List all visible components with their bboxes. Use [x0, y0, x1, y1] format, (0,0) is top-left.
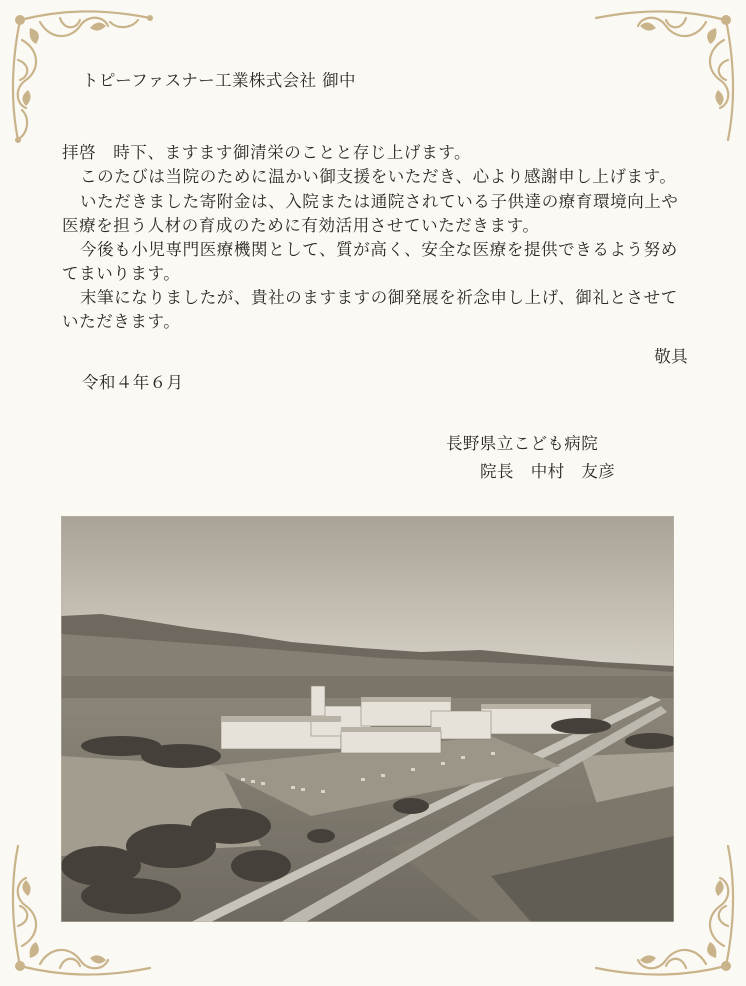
greeting-paragraph: 拝啓 時下、ますます御清栄のことと存じ上げます。 — [62, 143, 472, 162]
addressee: トピーファスナー工業株式会社 御中 — [82, 71, 356, 90]
ornament-corner-top-right — [586, 0, 746, 150]
hospital-aerial-photo — [61, 516, 674, 922]
thanks-paragraph: このたびは当院のために温かい御支援をいただき、心より感謝申し上げます。 — [80, 167, 677, 186]
donation-use-paragraph: いただきました寄附金は、入院または通院されている子供達の療育環境向上や医療を担う人材の育成のために有効活用させていただきます。 — [62, 192, 679, 235]
sender-director: 院長 中村 友彦 — [480, 462, 616, 481]
closing-paragraph: 末筆になりましたが、貴社のますますの御発展を祈念申し上げ、御礼とさせていただきます。 — [62, 288, 678, 331]
sender-organization: 長野県立こども病院 — [446, 434, 599, 453]
closing-word: 敬具 — [654, 347, 688, 366]
commitment-paragraph: 今後も小児専門医療機関として、質が高く、安全な医療を提供できるよう努めてまいります。 — [62, 240, 678, 283]
letter-date: 令和４年６月 — [82, 373, 184, 392]
